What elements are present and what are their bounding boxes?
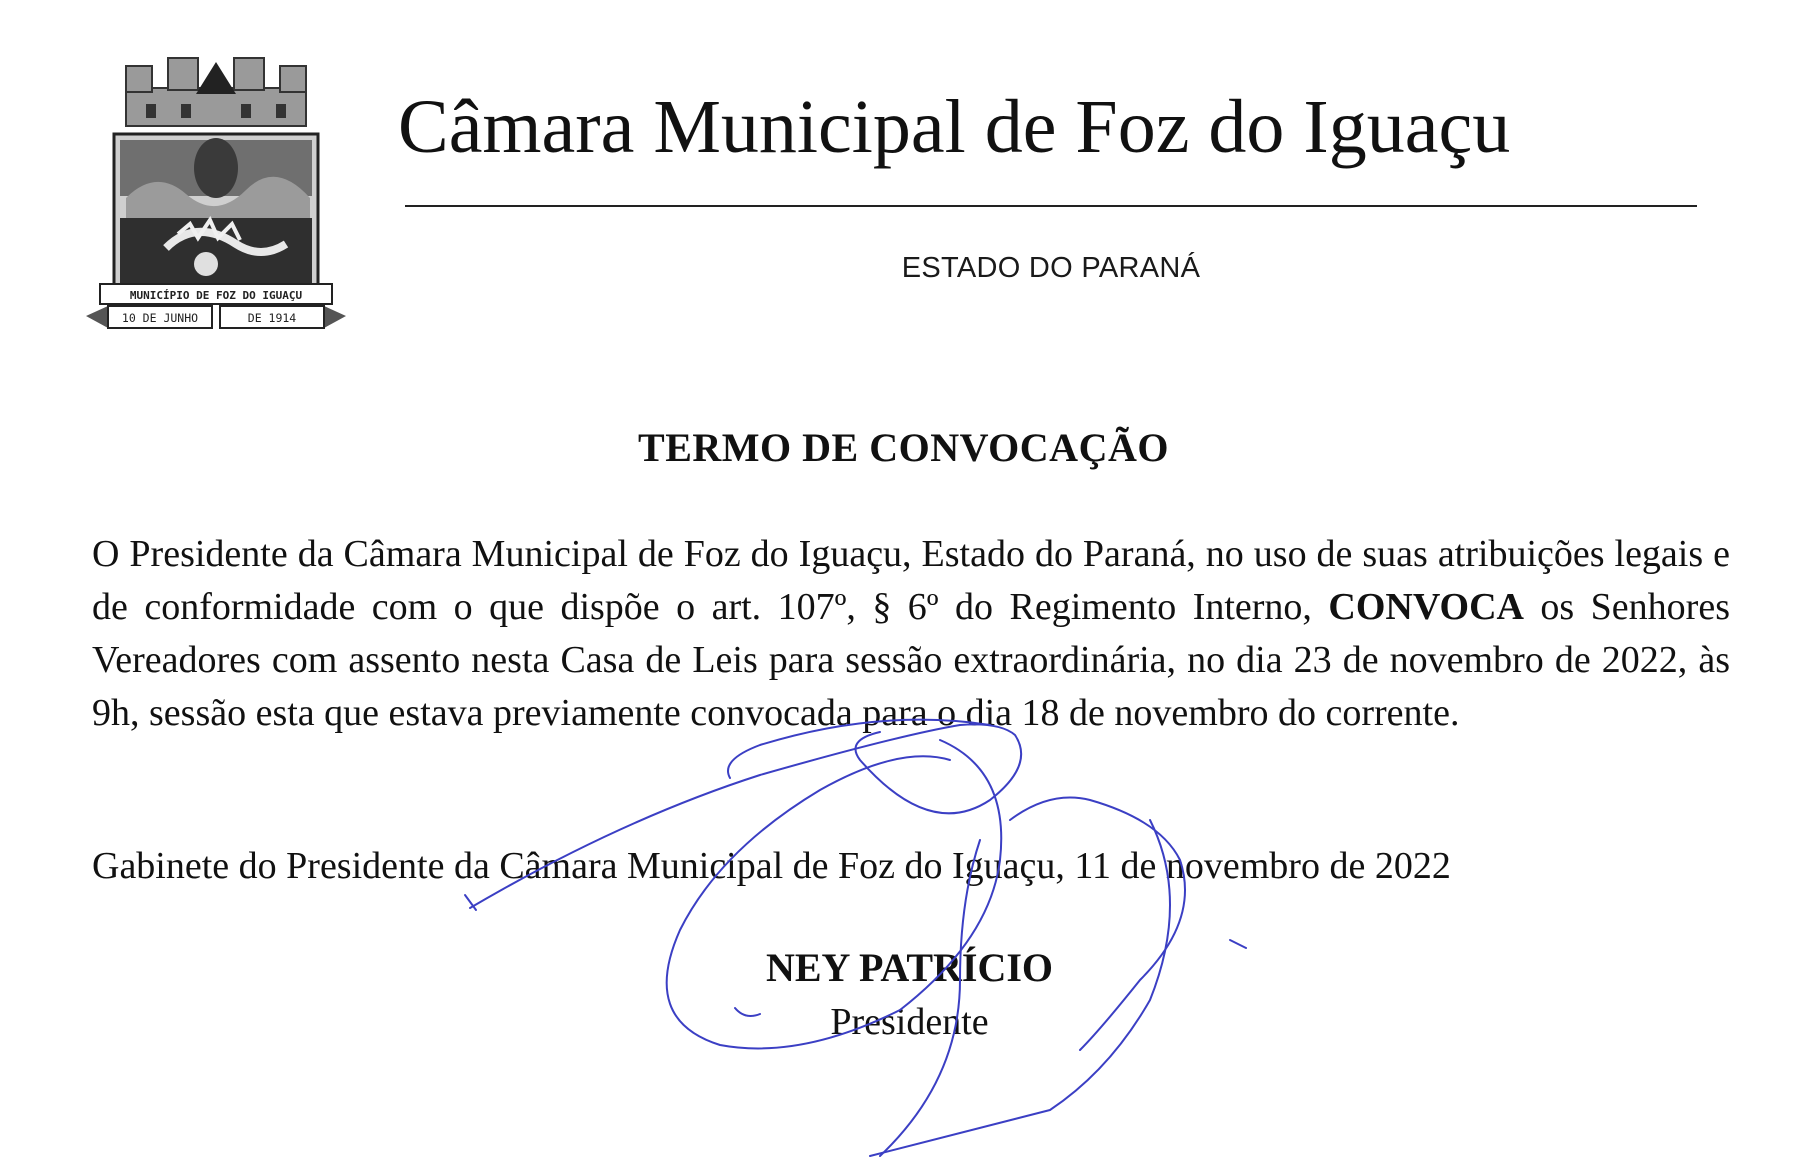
motto-scroll	[100, 284, 332, 304]
document-title: TERMO DE CONVOCAÇÃO	[638, 425, 1169, 470]
crest-motto-text: MUNICÍPIO DE FOZ DO IGUAÇU	[129, 289, 303, 302]
shield-icon	[114, 134, 318, 298]
paragraph-text-before: O Presidente da Câmara Municipal de Foz do Iguaçu, Estado do Paraná, no uso de suas atribuições legais e de conformidade com o que dispõe o art. 107º, § 6º do Regimento Interno,	[92, 533, 1730, 628]
institution-name: Câmara Municipal de Foz do Iguaçu	[398, 85, 1511, 169]
paragraph-emphasis: CONVOCA	[1328, 586, 1524, 628]
crest-ribbon-right-text: DE 1914	[247, 311, 297, 325]
convocation-paragraph	[92, 528, 1730, 740]
paragraph-text-after: os Senhores Vereadores com assento nesta Casa de Leis para sessão extraordinária, no dia 23 de novembro de 2022, às 9h, sessão esta que estava previamente convocada para o dia 18 de novembro do corrente.	[92, 586, 1730, 734]
mural-crown-icon	[126, 58, 306, 126]
header-divider	[405, 205, 1697, 207]
signer-role: Presidente	[830, 1001, 989, 1043]
state-name: ESTADO DO PARANÁ	[901, 252, 1201, 284]
date-ribbon	[86, 306, 346, 328]
signer-name: NEY PATRÍCIO	[765, 945, 1054, 990]
municipal-coat-of-arms-logo	[86, 48, 346, 338]
closing-line: Gabinete do Presidente da Câmara Municipal de Foz do Iguaçu, 11 de novembro de 2022	[92, 845, 1451, 887]
crest-graphic	[86, 48, 346, 338]
crest-ribbon-left-text: 10 DE JUNHO	[121, 311, 199, 325]
